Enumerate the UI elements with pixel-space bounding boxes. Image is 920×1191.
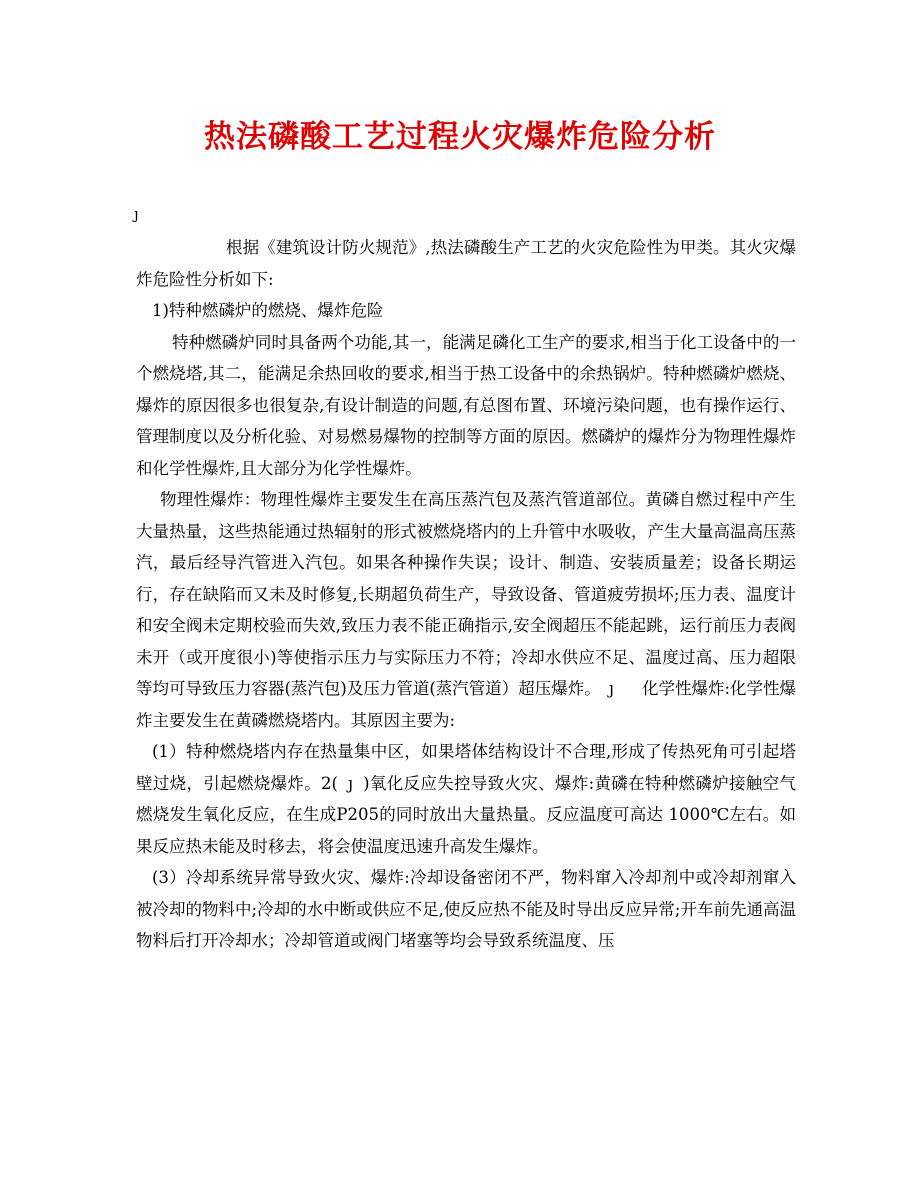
document-body	[136, 232, 796, 957]
cause-1-text: (1）特种燃烧塔内存在热量集中区，如果塔体结构设计不合理,形成了传热死角可引起塔壁过烧，引起燃烧爆炸。2(	[136, 742, 796, 793]
chemical-explosion-intro: 化学性爆炸:化学性爆炸主要发生在黄磷燃烧塔内。其原因主要为:	[136, 679, 796, 730]
inline-mark: ȷ	[347, 773, 354, 793]
intro-paragraph: 根据《建筑设计防火规范》,热法磷酸生产工艺的火灾危险性为甲类。其火灾爆炸危险性分析如下:	[136, 238, 796, 289]
paragraph-cooling-system: (3）冷却系统异常导致火灾、爆炸:冷却设备密闭不严，物料窜入冷却剂中或冷却剂窜入被冷却的物料中;冷却的水中断或供应不足,使反应热不能及时导出反应异常;开车前先通高温物料后打开冷却水；冷却管道或阀门堵塞等均会导致系统温度、压	[136, 868, 796, 950]
paragraph-physical-explosion	[136, 484, 796, 736]
top-mark: ȷ	[134, 205, 139, 223]
inline-mark: ȷ	[608, 679, 614, 698]
section-heading: 1)特种燃磷炉的燃烧、爆炸危险	[152, 301, 384, 320]
document-title: 热法磷酸工艺过程火灾爆炸危险分析	[204, 119, 716, 155]
cause-2-text: )氧化反应失控导致火灾、爆炸:黄磷在特种燃磷炉接触空气燃烧发生氧化反应，在生成P205的同时放出大量热量。反应温度可高达 1000℃左右。如果反应热未能及时移去，将会使温度迅速升高发生爆炸。	[136, 773, 796, 856]
physical-explosion-text: 物理性爆炸：物理性爆炸主要发生在高压蒸汽包及蒸汽管道部位。黄磷自燃过程中产生大量热量，这些热能通过热辐射的形式被燃烧塔内的上升管中水吸收，产生大量高温高压蒸汽，最后经导汽管进入汽包。如果各种操作失误；设计、制造、安装质量差；设备长期运行，存在缺陷而又未及时修复,长期超负荷生产，导致设备、管道疲劳损坏;压力表、温度计和安全阀未定期校验而失效,致压力表不能正确指示,安全阀超压不能起跳，运行前压力表阀未开（或开度很小)等使指示压力与实际压力不符；冷却水供应不足、温度过高、压力超限等均可导致压力容器(蒸汽包)及压力管道(蒸汽管道）超压爆炸。	[136, 490, 796, 698]
paragraph-burner: 特种燃磷炉同时具备两个功能,其一，能满足磷化工生产的要求,相当于化工设备中的一个燃烧塔,其二，能满足余热回收的要求,相当于热工设备中的余热锅炉。特种燃磷炉燃烧、爆炸的原因很多也很复杂,有设计制造的问题,有总图布置、环境污染问题，也有操作运行、管理制度以及分析化验、对易燃易爆物的控制等方面的原因。燃磷炉的爆炸分为物理性爆炸和化学性爆炸,且大部分为化学性爆炸。	[136, 332, 796, 478]
paragraph-cause-list	[136, 736, 796, 862]
